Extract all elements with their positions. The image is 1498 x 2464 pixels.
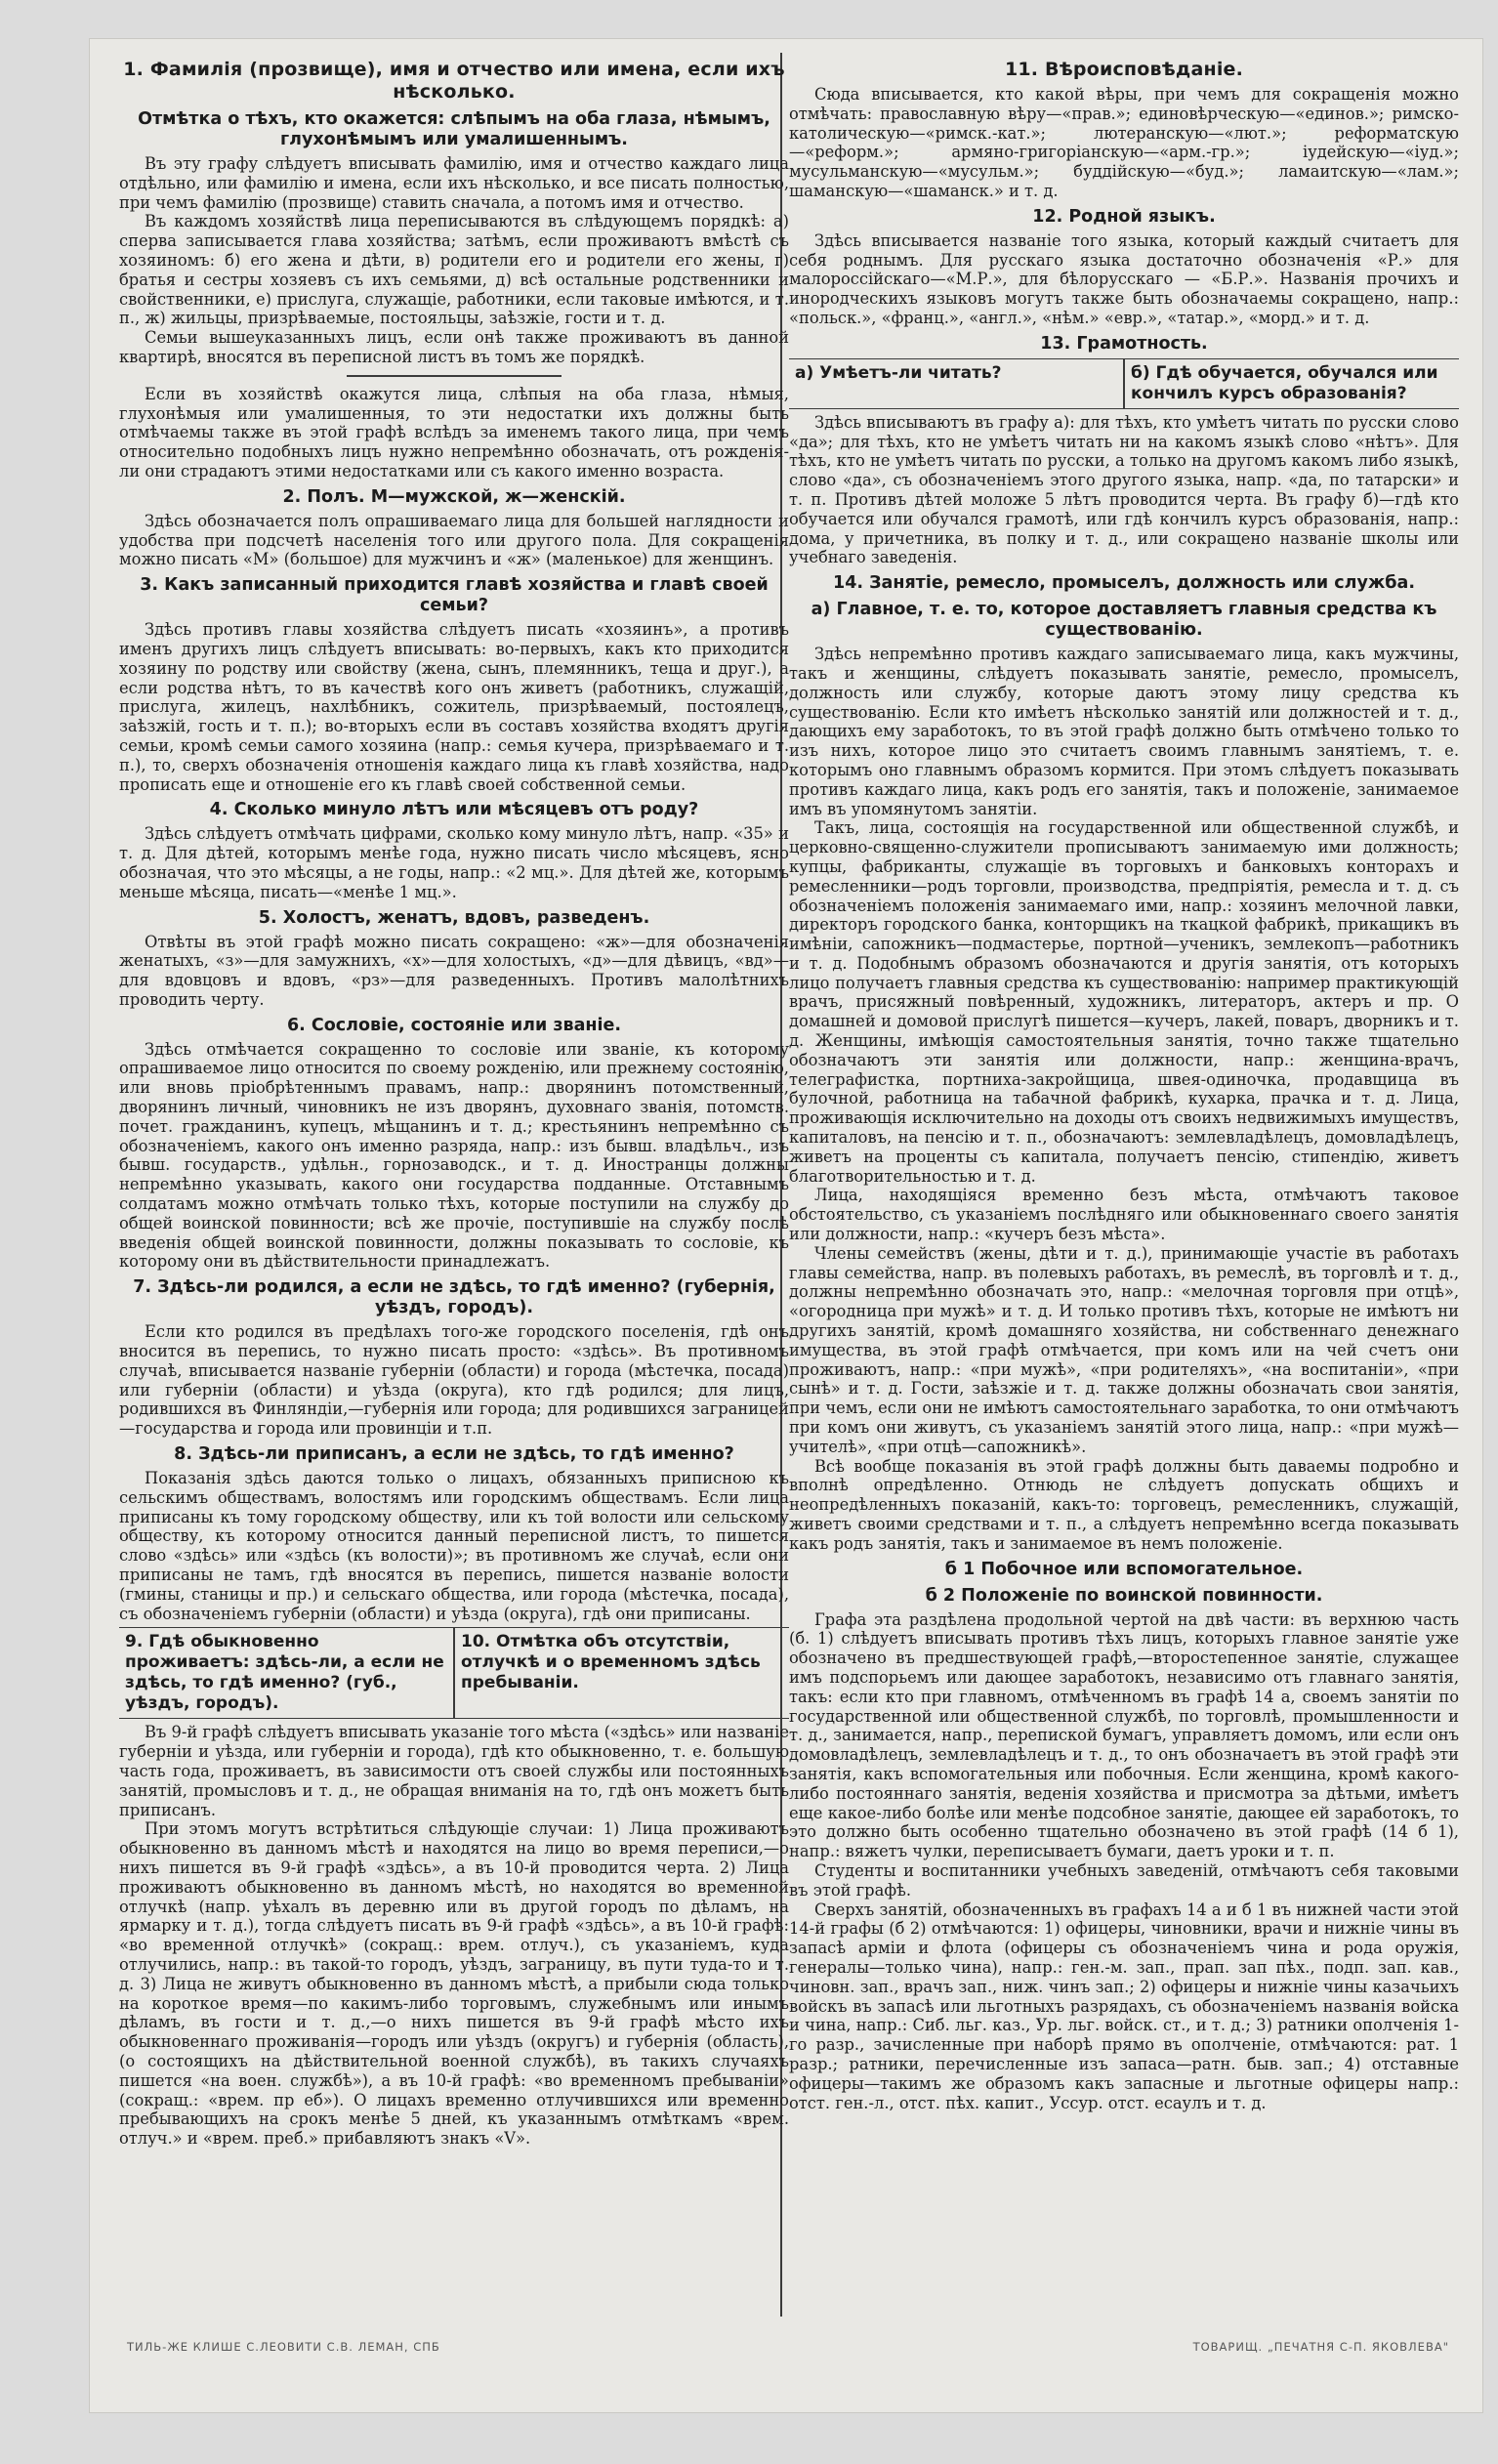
section-11-title: 11. Вѣроисповѣданіе.	[1004, 59, 1244, 80]
section-1-note-title: Отмѣтка о тѣхъ, кто окажется: слѣпымъ на оба глаза, нѣмымъ, глухонѣмымъ или умалишеннымъ.	[138, 109, 770, 149]
section-14a-subtitle: а) Главное, т. е. то, которое доставляетъ главныя средства къ существованію.	[811, 600, 1437, 641]
right-column	[789, 53, 1459, 2322]
section-9-paragraph: При этомъ могутъ встрѣтиться слѣдующіе случаи: 1) Лица проживаютъ обыкновенно въ данномъ мѣстѣ и находятся на лицо во время переписи,—о нихъ пишется въ 9-й графѣ «здѣсь», а въ 10-й проводится черта. 2) Лица проживаютъ обыкновенно въ данномъ мѣстѣ, но находятся во временной отлучкѣ (напр. уѣхалъ въ деревню или въ другой городъ по дѣламъ, на ярмарку и т. д.), тогда слѣдуетъ писать въ 9-й графѣ «здѣсь», а въ 10-й графѣ: «во временной отлучкѣ» (сокращ.: врем. отлуч.), съ указаніемъ, куда отлучились, напр.: въ такой-то городъ, уѣздъ, заграницу, въ пути туда-то и т. д. 3) Лица не живутъ обыкновенно въ данномъ мѣстѣ, а прибыли сюда только на короткое время—по какимъ-либо торговымъ, служебнымъ или инымъ дѣламъ, въ гости и т. д.,—о нихъ пишется въ 9-й графѣ мѣсто ихъ обыкновеннаго проживанія—городъ или уѣздъ (округъ) и губернія (область), (о состоящихъ на дѣйствительной военной службѣ), въ такихъ случаяхъ пишется «на воен. службѣ»), а въ 10-й графѣ: «во временномъ пребываніи» (сокращ.: «врем. пр еб»). О лицахъ временно отлучившихся или временно пребывающихъ на срокъ менѣе 5 дней, къ указаннымъ отмѣткамъ «врем. отлуч.» и «врем. преб.» прибавляютъ знакъ «V».	[119, 1819, 789, 2149]
section-14-paragraph: Графа эта раздѣлена продольной чертой на двѣ части: въ верхнюю часть (б. 1) слѣдуетъ вписывать противъ тѣхъ лицъ, которыхъ главное занятіе уже обозначено въ предшествующей графѣ,—второстепенное занятіе, служащее имъ подспорьемъ или дающее заработокъ, независимо отъ главнаго занятія, такъ: если кто при главномъ, отмѣченномъ въ графѣ 14 а, своемъ занятіи по государственной или общественной службѣ, по торговлѣ, промышленности и т. д., занимается, напр., перепиской бумагъ, управляетъ домомъ, или если онъ домовладѣлецъ, землевладѣлецъ и т. д., то онъ обозначаетъ въ этой графѣ эти занятія, какъ вспомогательныя или побочныя. Если женщина, кромѣ какого-либо постояннаго занятія, веденія хозяйства и присмотра за дѣтьми, имѣетъ еще какое-либо болѣе или менѣе подсобное занятіе, дающее ей заработокъ, то это должно быть особенно тщательно обозначено въ этой графѣ (14 б 1), напр.: вяжетъ чулки, переписываетъ бумаги, даетъ уроки и т. п.	[789, 1609, 1459, 1861]
section-7-paragraph: Если кто родился въ предѣлахъ того-же городского поселенія, гдѣ онъ вносится въ перепись, то нужно писать просто: «здѣсь». Въ противномъ случаѣ, вписывается названіе губерніи (области) и города (мѣстечка, посада) или губерніи (области) и уѣзда (округа), кто гдѣ родился; для лицъ, родившихся въ Финляндіи,—губернія или города; для родившихся заграницей—государства и города или провинціи и т.п.	[119, 1322, 789, 1439]
section-14-paragraph: Студенты и воспитанники учебныхъ заведеній, отмѣчаютъ себя таковыми въ этой графѣ.	[789, 1860, 1459, 1900]
section-1-paragraph: Если въ хозяйствѣ окажутся лица, слѣпыя на оба глаза, нѣмыя, глухонѣмыя или умалишенныя, то эти недостатки ихъ должны быть отмѣчаемы также въ этой графѣ вслѣдъ за именемъ такого лица, при чемъ относительно подобныхъ лицъ нужно непремѣнно обозначать, отъ рожденія-ли они страдаютъ этими недостатками или съ какого именно возраста.	[119, 384, 789, 480]
section-6-paragraph: Здѣсь отмѣчается сокращенно то сословіе или званіе, къ которому опрашиваемое лицо относится по своему рожденію, или прежнему состоянію, или вновь пріобрѣтеннымъ правамъ, напр.: дворянинъ потомственный, дворянинъ личный, чиновникъ не изъ дворянъ, духовнаго званія, потомств. почет. гражданинъ, купецъ, мѣщанинъ и т. д.; крестьянинъ непремѣнно съ обозначеніемъ, какого онъ именно разряда, напр.: изъ бывш. владѣльч., изъ бывш. государств., удѣльн., горнозаводск., и т. д. Иностранцы должны непремѣнно указывать, какого они государства подданные. Отставнымъ солдатамъ можно отмѣчать только тѣхъ, которые поступили на службу до общей воинской повинности; всѣ же прочіе, поступившіе на службу послѣ введенія общей воинской повинности, должны показывать то сословіе, къ которому они въ дѣйствительности принадлежатъ.	[119, 1039, 789, 1272]
section-3-paragraph: Здѣсь противъ главы хозяйства слѣдуетъ писать «хозяинъ», а противъ именъ другихъ лицъ слѣдуетъ вписывать: во-первыхъ, какъ кто приходится хозяину по родству или свойству (жена, сынъ, племянникъ, теща и друг.), а если родства нѣтъ, то въ качествѣ кого онъ живетъ (работникъ, служащій, прислуга, жилецъ, нахлѣбникъ, сожитель, призрѣваемый, постоялецъ, заѣзжій, гость и т. п.); во-вторыхъ если въ составъ хозяйства входятъ другія семьи, кромѣ семьи самого хозяина (напр.: семья кучера, призрѣваемаго и т. п.), то, сверхъ обозначенія отношенія каждаго лица къ главѣ хозяйства, надо прописать еще и отношеніе его къ главѣ своей собственной семьи.	[119, 620, 789, 794]
section-3-title: 3. Какъ записанный приходится главѣ хозяйства и главѣ своей семьи?	[140, 575, 769, 616]
section-12-paragraph: Здѣсь вписывается названіе того языка, который каждый считаетъ для себя роднымъ. Для русскаго языка достаточно обозначенія «Р.» для малороссійскаго—«М.Р.», для бѣлорусскаго — «Б.Р.». Названія прочихъ и инородческихъ языковъ могутъ также быть обозначаемы сокращено, напр.: «польск.», «франц.», «англ.», «нѣм.» «евр.», «татар.», «морд.» и т. д.	[789, 230, 1459, 327]
section-14-paragraph: Всѣ вообще показанія въ этой графѣ должны быть даваемы подробно и вполнѣ опредѣленно. Отнюдь не слѣдуетъ допускать общихъ и неопредѣленныхъ показаній, какъ-то: торговецъ, ремесленникъ, служащій, живетъ своими средствами и т. п., а слѣдуетъ непремѣнно всегда показывать какъ родъ занятія, такъ и занимаемое въ немъ положеніе.	[789, 1456, 1459, 1553]
section-8-title: 8. Здѣсь-ли приписанъ, а если не здѣсь, то гдѣ именно?	[174, 1444, 734, 1465]
section-4-title: 4. Сколько минуло лѣтъ или мѣсяцевъ отъ роду?	[209, 800, 699, 820]
section-13a-title: а) Умѣетъ-ли читать?	[795, 362, 1002, 383]
section-14-paragraph: Сверхъ занятій, обозначенныхъ въ графахъ 14 а и б 1 въ нижней части этой 14-й графы (б 2) отмѣчаются: 1) офицеры, чиновники, врачи и нижніе чины въ запасѣ арміи и флота (офицеры съ обозначеніемъ чина и рода оружія, генералы—только чина), напр.: ген.-м. зап., прап. зап пѣх., подп. зап. кав., чиновн. зап., врачъ зап., ниж. чинъ зап.; 2) офицеры и нижніе чины казачьихъ войскъ въ запасѣ или льготныхъ разрядахъ, съ обозначеніемъ названія войска и чина, напр.: Сиб. льг. каз., Ур. льг. войск. ст., и т. д.; 3) ратники ополченія 1-го разр., зачисленные при наборѣ прямо въ ополченіе, отмѣчаются: рат. 1 разр.; ратники, перечисленные изъ запаса—ратн. быв. зап.; 4) отставные офицеры—такимъ же образомъ какъ запасные и льготные офицеры напр.: отст. ген.-л., отст. пѣх. капит., Уссур. отст. есаулъ и т. д.	[789, 1900, 1459, 2112]
section-1-paragraph: Семьи вышеуказанныхъ лицъ, если онѣ также проживаютъ въ данной квартирѣ, вносятся въ переписной листъ въ томъ же порядкѣ.	[119, 328, 789, 366]
section-10-title: 10. Отмѣтка объ отсутствіи, отлучкѣ и о временномъ здѣсь пребываніи.	[461, 1632, 761, 1693]
section-1-paragraph: Въ каждомъ хозяйствѣ лица переписываются въ слѣдующемъ порядкѣ: а) сперва записывается глава хозяйства; затѣмъ, если проживаютъ вмѣстѣ съ хозяиномъ: б) его жена и дѣти, в) родители его и родители его жены, г) братья и сестры хозяевъ съ ихъ семьями, д) всѣ остальные родственники и свойственники, е) прислуга, служащіе, работники, если таковые имѣются, и т. п., ж) жильцы, призрѣваемые, постояльцы, заѣзжіе, гости и т. д.	[119, 212, 789, 328]
section-14-paragraph: Лица, находящіяся временно безъ мѣста, отмѣчаютъ таковое обстоятельство, съ указаніемъ послѣдняго или обыкновеннаго своего занятія или должности, напр.: «кучеръ безъ мѣста».	[789, 1186, 1459, 1244]
section-2-paragraph: Здѣсь обозначается полъ опрашиваемаго лица для большей наглядности и удобства при подсчетѣ населенія того или другого пола. Для сокращенія можно писать «М» (большое) для мужчинъ и «ж» (маленькое) для женщинъ.	[119, 511, 789, 569]
census-instruction-sheet	[90, 39, 1482, 2412]
section-9-paragraph: Въ 9-й графѣ слѣдуетъ вписывать указаніе того мѣста («здѣсь» или названіе губерніи и уѣзда, или губерніи и города), гдѣ кто обыкновенно, т. е. большую часть года, проживаетъ, въ зависимости отъ своей службы или постоянныхъ занятій, промысловъ и т. д., не обращая вниманія на то, гдѣ онъ можетъ быть приписанъ.	[119, 1723, 789, 1819]
section-1-paragraph: Въ эту графу слѣдуетъ вписывать фамилію, имя и отчество каждаго лица отдѣльно, или фамилію и имена, если ихъ нѣсколько, и все писать полностью, при чемъ фамилію (прозвище) ставить сначала, а потомъ имя и отчество.	[119, 154, 789, 212]
section-13b-title: б) Гдѣ обучается, обучался или кончилъ курсъ образованія?	[1131, 362, 1438, 403]
section-9-title: 9. Гдѣ обыкновенно проживаетъ: здѣсь-ли, а если не здѣсь, то гдѣ именно? (губ., уѣздъ, городъ).	[125, 1632, 444, 1714]
section-7-title: 7. Здѣсь-ли родился, а если не здѣсь, то гдѣ именно? (губернія, уѣздъ, городъ).	[133, 1277, 775, 1318]
section-4-paragraph: Здѣсь слѣдуетъ отмѣчать цифрами, сколько кому минуло лѣтъ, напр. «35» и т. д. Для дѣтей, которымъ менѣе года, нужно писать число мѣсяцевъ, ясно обозначая, что это мѣсяцы, а не годы, напр.: «2 мц.». Для дѣтей же, которымъ меньше мѣсяца, писать—«менѣе 1 мц.».	[119, 824, 789, 901]
section-13-title: 13. Грамотность.	[1040, 333, 1208, 354]
section-5-title: 5. Холостъ, женатъ, вдовъ, разведенъ.	[258, 907, 650, 928]
section-14-title: 14. Занятіе, ремесло, промыселъ, должность или служба.	[833, 573, 1415, 594]
separator-rule	[347, 375, 562, 377]
section-8-paragraph: Показанія здѣсь даются только о лицахъ, обязанныхъ приписною къ сельскимъ обществамъ, волостямъ или городскимъ обществамъ. Если лица приписаны къ тому городскому обществу, или къ той волости или сельскому обществу, къ которому относится данный переписной листъ, то пишется слово «здѣсь» или «здѣсь (къ волости)»; въ противномъ же случаѣ, если они приписаны не тамъ, гдѣ вносятся въ перепись, пишется названіе волости (гмины, станицы и пр.) и сельскаго общества, или города (мѣстечка, посада), съ обозначеніемъ губерніи (области) и уѣзда (округа), гдѣ они приписаны.	[119, 1469, 789, 1623]
section-14b1-title: б 1 Побочное или вспомогательное.	[944, 1559, 1304, 1579]
section-6-title: 6. Сословіе, состояніе или званіе.	[287, 1015, 621, 1035]
section-5-paragraph: Отвѣты въ этой графѣ можно писать сокращено: «ж»—для обозначенія женатыхъ, «з»—для замужнихъ, «х»—для холостыхъ, «д»—для дѣвицъ, «вд»—для вдовцовъ и вдовъ, «рз»—для разведенныхъ. Противъ малолѣтнихъ проводить черту.	[119, 932, 789, 1009]
section-14b2-title: б 2 Положеніе по воинской повинности.	[925, 1585, 1323, 1606]
section-11-paragraph: Сюда вписывается, кто какой вѣры, при чемъ для сокращенія можно отмѣчать: православную вѣру—«прав.»; единовѣрческую—«единов.»; римско-католическую—«римск.-кат.»; лютеранскую—«лют.»; реформатскую—«реформ.»; армяно-григоріанскую—«арм.-гр.»; іудейскую—«іуд.»; мусульманскую—«мусульм.»; буддійскую—«буд.»; ламаитскую—«лам.»; шаманскую—«шаманск.» и т. д.	[789, 85, 1459, 200]
left-column	[119, 53, 789, 2322]
section-1-title: 1. Фамилія (прозвище), имя и отчество или имена, если ихъ нѣсколько.	[123, 59, 785, 103]
section-2-title: 2. Полъ. М—мужской, ж—женскій.	[282, 486, 626, 507]
printer-imprint-right: ТОВАРИЩ. „ПЕЧАТНЯ С-П. ЯКОВЛЕВА"	[1192, 2340, 1449, 2354]
section-9-header-cell	[119, 1628, 453, 1718]
section-13b-cell	[1123, 359, 1459, 408]
section-14-paragraph: Такъ, лица, состоящія на государственной или общественной службѣ, и церковно-священно-служители прописываютъ занимаемую ими должность; купцы, фабриканты, служащіе въ торговыхъ и банковыхъ конторахъ и ремесленники—родъ торговли, производства, предпріятія, ремесла и т. д. съ обозначеніемъ положенія занимаемаго ими, напр.: хозяинъ мелочной лавки, директоръ городского банка, конторщикъ на ткацкой фабрикѣ, прикащикъ въ имѣніи, сапожникъ—подмастерье, портной—ученикъ, землекопъ—работникъ и т. д. Подобнымъ образомъ обозначаются и другія занятія, отъ которыхъ лицо получаетъ главныя средства къ существованію: например практикующій врачъ, присяжный повѣренный, художникъ, литераторъ, актеръ и пр. О домашней и домовой прислугѣ пишется—кучеръ, лакей, поваръ, дворникъ и т. д. Женщины, имѣющія самостоятельныя занятія, точно также тщательно обозначаютъ эти занятія или должности, напр.: женщина-врачъ, телеграфистка, портниха-закройщица, швея-одиночка, продавщица въ булочной, работница на табачной фабрикѣ, кухарка, прачка и т. д. Лица, проживающія исключительно на доходы отъ своихъ недвижимыхъ имуществъ, капиталовъ, на пенсію и т. п., обозначаютъ: землевладѣлецъ, домовладѣлецъ, живетъ на проценты съ капитала, получаетъ пенсію, стипендію, живетъ благотворительностью и т. д.	[789, 818, 1459, 1186]
sections-9-10-header	[119, 1627, 789, 1719]
section-13-paragraph: Здѣсь вписываютъ въ графу а): для тѣхъ, кто умѣетъ читать по русски слово «да»; для тѣхъ, кто не умѣетъ читать ни на какомъ языкѣ слово «нѣтъ». Для тѣхъ, кто не умѣетъ читать по русски, а только на другомъ какомъ либо языкѣ, слово «да», съ обозначеніемъ этого другого языка, напр. «да, по татарски» и т. п. Противъ дѣтей моложе 5 лѣтъ проводится черта. Въ графу б)—гдѣ кто обучается или обучался грамотѣ, или гдѣ кончилъ курсъ образованія, напр.: дома, у причетника, въ полку и т. д., или сокращено названіе школы или учебнаго заведенія.	[789, 412, 1459, 567]
printer-imprint-left: ТИЛЬ-ЖЕ КЛИШЕ С.ЛЕОВИТИ С.В. ЛЕМАН, СПБ	[127, 2340, 440, 2354]
section-14-paragraph: Члены семействъ (жены, дѣти и т. д.), принимающіе участіе въ работахъ главы семейства, напр. въ полевыхъ работахъ, въ ремеслѣ, въ торговлѣ и т. д., должны непремѣнно обозначать это, напр.: «мелочная торговля при отцѣ», «огородница при мужѣ» и т. д. И только противъ тѣхъ, которые не имѣютъ ни другихъ занятій, кромѣ домашняго хозяйства, ни собственнаго денежнаго имущества, въ этой графѣ отмѣчается, при комъ или на чей счетъ они проживаютъ, напр.: «при мужѣ», «при родителяхъ», «на воспитаніи», «при сынѣ» и т. д. Гости, заѣзжіе и т. д. также должны обозначать свои занятія, при чемъ, если они не имѣютъ самостоятельнаго заработка, то они отмѣчаютъ при комъ они живутъ, съ указаніемъ занятій этого лица, напр.: «при мужѣ—учителѣ», «при отцѣ—сапожникѣ».	[789, 1243, 1459, 1456]
section-13a-cell	[789, 359, 1123, 408]
section-14-paragraph: Здѣсь непремѣнно противъ каждаго записываемаго лица, какъ мужчины, такъ и женщины, слѣдуетъ показывать занятіе, ремесло, промыселъ, должность или службу, которые даютъ этому лицу средства къ существованію. Если кто имѣетъ нѣсколько занятій или должностей и т. д., дающихъ ему заработокъ, то въ этой графѣ должно быть отмѣчено только то изъ нихъ, которое лицо это считаетъ своимъ главнымъ занятіемъ, т. е. которымъ оно главнымъ образомъ кормится. При этомъ слѣдуетъ показывать противъ каждаго лица, какъ родъ его занятія, такъ и положеніе, занимаемое имъ въ упомянутомъ занятіи.	[789, 645, 1459, 818]
section-10-header-cell	[453, 1628, 789, 1718]
section-13-header	[789, 358, 1459, 409]
section-12-title: 12. Родной языкъ.	[1032, 206, 1216, 227]
